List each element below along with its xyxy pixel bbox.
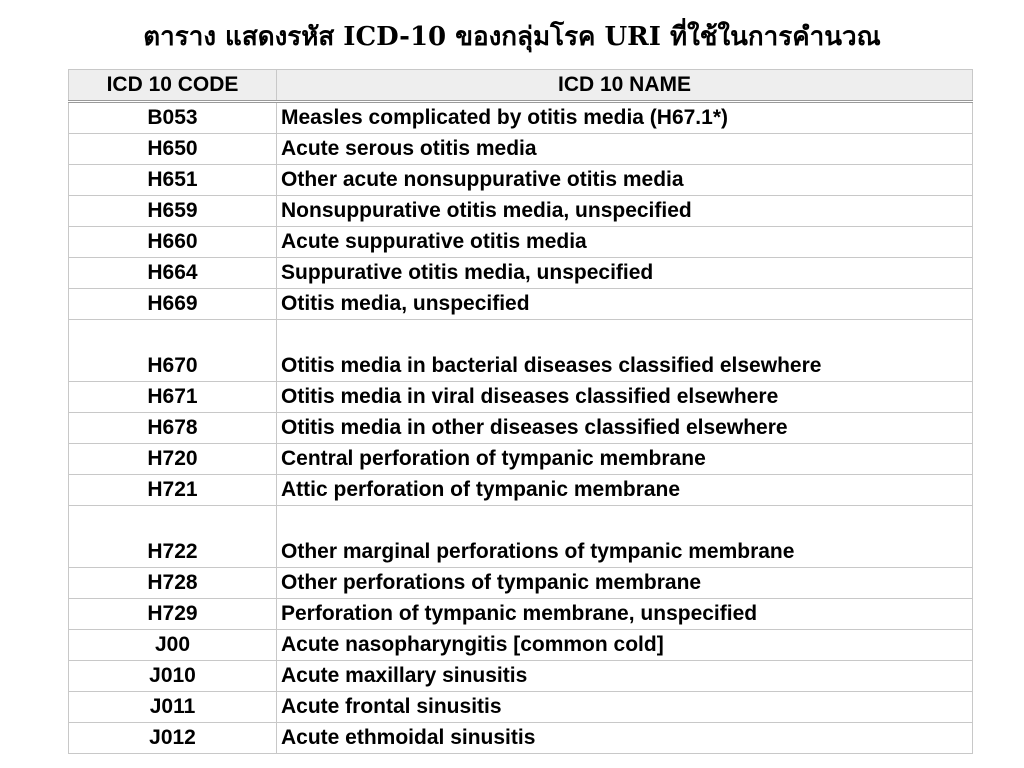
icd-code-cell: H722 bbox=[69, 506, 277, 568]
table-row bbox=[69, 258, 973, 289]
icd-name-cell: Acute frontal sinusitis bbox=[277, 692, 973, 723]
icd-code-cell: H664 bbox=[69, 258, 277, 289]
icd-code-cell: H720 bbox=[69, 444, 277, 475]
table-row bbox=[69, 630, 973, 661]
table-row bbox=[69, 165, 973, 196]
table-row bbox=[69, 227, 973, 258]
icd-name-cell: Central perforation of tympanic membrane bbox=[277, 444, 973, 475]
icd-name-cell: Suppurative otitis media, unspecified bbox=[277, 258, 973, 289]
icd-name-cell: Nonsuppurative otitis media, unspecified bbox=[277, 196, 973, 227]
icd-name-cell: Other marginal perforations of tympanic membrane bbox=[277, 506, 973, 568]
icd-code-cell: J012 bbox=[69, 723, 277, 754]
icd-code-cell: B053 bbox=[69, 102, 277, 134]
icd-name-cell: Otitis media in viral diseases classified elsewhere bbox=[277, 382, 973, 413]
table-row bbox=[69, 444, 973, 475]
icd-code-cell: J010 bbox=[69, 661, 277, 692]
table-row bbox=[69, 413, 973, 444]
icd-name-cell: Acute suppurative otitis media bbox=[277, 227, 973, 258]
table-row bbox=[69, 289, 973, 320]
icd-code-cell: J011 bbox=[69, 692, 277, 723]
icd-name-cell: Other perforations of tympanic membrane bbox=[277, 568, 973, 599]
icd-code-cell: H660 bbox=[69, 227, 277, 258]
table-row bbox=[69, 692, 973, 723]
table-row bbox=[69, 475, 973, 506]
icd-name-cell: Otitis media, unspecified bbox=[277, 289, 973, 320]
table-body bbox=[69, 102, 973, 754]
icd-name-cell: Otitis media in other diseases classified elsewhere bbox=[277, 413, 973, 444]
icd-name-cell: Acute ethmoidal sinusitis bbox=[277, 723, 973, 754]
table-row bbox=[69, 661, 973, 692]
column-header-code: ICD 10 CODE bbox=[69, 70, 277, 102]
page-title: ตาราง แสดงรหัส ICD-10 ของกลุ่มโรค URI ที่ใช้ในการคำนวณ bbox=[143, 22, 881, 52]
table-row bbox=[69, 599, 973, 630]
icd-name-cell: Acute maxillary sinusitis bbox=[277, 661, 973, 692]
table-row bbox=[69, 196, 973, 227]
icd-name-cell: Other acute nonsuppurative otitis media bbox=[277, 165, 973, 196]
icd-code-table bbox=[68, 69, 973, 754]
table-row bbox=[69, 723, 973, 754]
column-header-name: ICD 10 NAME bbox=[277, 70, 973, 102]
table-row bbox=[69, 102, 973, 134]
icd-code-cell: H729 bbox=[69, 599, 277, 630]
icd-code-cell: H651 bbox=[69, 165, 277, 196]
icd-code-cell: H671 bbox=[69, 382, 277, 413]
icd-code-cell: H669 bbox=[69, 289, 277, 320]
table-row bbox=[69, 320, 973, 382]
table-row bbox=[69, 568, 973, 599]
icd-name-cell: Acute serous otitis media bbox=[277, 134, 973, 165]
icd-code-cell: H670 bbox=[69, 320, 277, 382]
table-row bbox=[69, 134, 973, 165]
icd-code-cell: H650 bbox=[69, 134, 277, 165]
icd-name-cell: Perforation of tympanic membrane, unspecified bbox=[277, 599, 973, 630]
icd-name-cell: Measles complicated by otitis media (H67.1*) bbox=[277, 102, 973, 134]
icd-name-cell: Otitis media in bacterial diseases classified elsewhere bbox=[277, 320, 973, 382]
table-row bbox=[69, 506, 973, 568]
table-header bbox=[69, 70, 973, 102]
icd-code-cell: H678 bbox=[69, 413, 277, 444]
table-row bbox=[69, 382, 973, 413]
icd-name-cell: Attic perforation of tympanic membrane bbox=[277, 475, 973, 506]
icd-code-cell: J00 bbox=[69, 630, 277, 661]
icd-code-cell: H659 bbox=[69, 196, 277, 227]
icd-code-cell: H721 bbox=[69, 475, 277, 506]
icd-code-cell: H728 bbox=[69, 568, 277, 599]
icd-name-cell: Acute nasopharyngitis [common cold] bbox=[277, 630, 973, 661]
header-row bbox=[69, 70, 973, 102]
